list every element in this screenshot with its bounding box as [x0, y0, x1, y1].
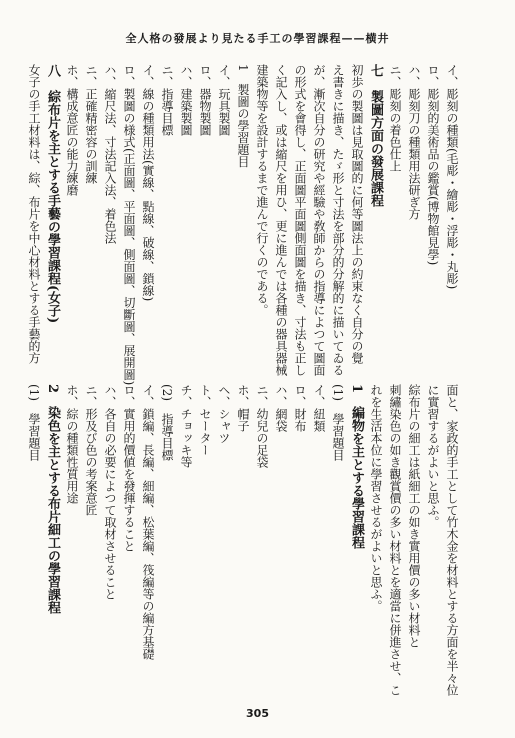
- text-line: 女子の手工材料は、綜、布片を中心材料とする手藝的方: [27, 64, 41, 364]
- text-line: 1 編物を主とする學習課程: [349, 384, 364, 550]
- text-line: イ、彫刻の種類(毛彫・繪彫・浮彫・丸彫): [445, 64, 459, 290]
- text-line: イ、鎖編、長編、細編、松葉編、筏編等の編方基礎: [141, 384, 155, 660]
- text-line: ニ、幼兒の足袋: [255, 384, 269, 468]
- text-line: ニ、指導目標: [160, 64, 174, 136]
- text-line: 初歩の製圖は見取圖的に何等圖法上の約束なく自分の覺: [350, 64, 364, 364]
- text-line: イ、線の種類用法(實線、點線、破線、鎖線): [141, 64, 155, 302]
- text-line: ハ、網袋: [274, 384, 288, 432]
- text-line: ロ、財布: [293, 384, 307, 432]
- lower-text-block: [11, 384, 461, 696]
- text-line: ハ、縮尺法、寸法記入法、着色法: [103, 64, 117, 244]
- text-line: 面と、家政的手工として竹木金を材料とする方面を半々位: [445, 384, 459, 696]
- text-line: (1) 學習題目: [331, 384, 345, 461]
- text-line: ロ、實用的價値を發揮すること: [122, 384, 136, 552]
- text-line: ニ、彫刻の着色仕上: [388, 64, 402, 172]
- running-header: 全人格の發展より見たる手工の學習課程——横井: [125, 32, 390, 45]
- text-line: ホ、綜の種類性質用途: [65, 384, 79, 504]
- upper-text-block: [27, 64, 461, 386]
- text-line: に實習するがよいと思ふ。: [426, 384, 440, 528]
- text-line: が、漸次自分の研究や經驗や敎師からの指導によつて圖面: [312, 64, 326, 376]
- text-line: ロ、彫刻的美術品の鑑賞(博物館見學): [426, 64, 440, 266]
- text-line: 七 製圖方面の發展課程: [368, 64, 383, 207]
- text-line: 綜布片の細工は紙細工の如き實用價の多い材料と: [407, 384, 421, 648]
- text-line: の形式を會得し、正面圖平面圖側面圖を描き、寸法も正し: [293, 64, 307, 376]
- text-line: ハ、建築製圖: [179, 64, 193, 136]
- text-line: ハ、各自の必要によつて取材させること: [103, 384, 117, 600]
- text-line: (1) 學習題目: [27, 384, 41, 461]
- text-line: 八 綜布片を主とする手藝の學習課程(女子): [45, 64, 60, 324]
- text-line: (2) 指導目標: [160, 384, 174, 461]
- text-line: イ、玩具製圖: [217, 64, 231, 136]
- text-line: ホ、構成意匠の能力練磨: [65, 64, 79, 196]
- text-line: 2 染色を主とする布片細工の學習課程: [45, 384, 60, 615]
- text-line: ハ、彫刻刀の種類用法研ぎ方: [407, 64, 421, 220]
- text-line: ニ、正確精密容の訓練: [84, 64, 98, 184]
- text-line: ト、セーター: [198, 384, 212, 456]
- text-line: ニ、形及び色の考案意匠: [84, 384, 98, 516]
- text-line: ロ、器物製圖: [198, 64, 212, 136]
- text-line: イ、紐類: [312, 384, 326, 432]
- text-line: ヘ、シャツ: [217, 384, 231, 444]
- text-line: え書きに描き、たゞ形と寸法を部分的分解的に描いてゐる: [331, 64, 345, 376]
- text-line: 建築物等を設計するまで進んで行くのである。: [255, 64, 269, 316]
- text-line: チ、チョッキ等: [179, 384, 193, 468]
- text-line: れを生活本位に學習させるがよいと思ふ。: [369, 384, 383, 612]
- text-line: ロ、製圖の様式(正面圖、平面圖、側面圖、切斷圖、展開圖): [122, 64, 136, 386]
- text-line: 刺繡染色の如き觀賞價の多い材料とを適當に併進させ、こ: [388, 384, 402, 696]
- text-line: ホ、帽子: [236, 384, 250, 432]
- page-number: 305: [246, 707, 269, 720]
- text-line: く記入し、或は縮尺を用ひ、更に進んでは各種の器具器械: [274, 64, 288, 376]
- text-line: 1 製圖の學習題目: [236, 64, 250, 168]
